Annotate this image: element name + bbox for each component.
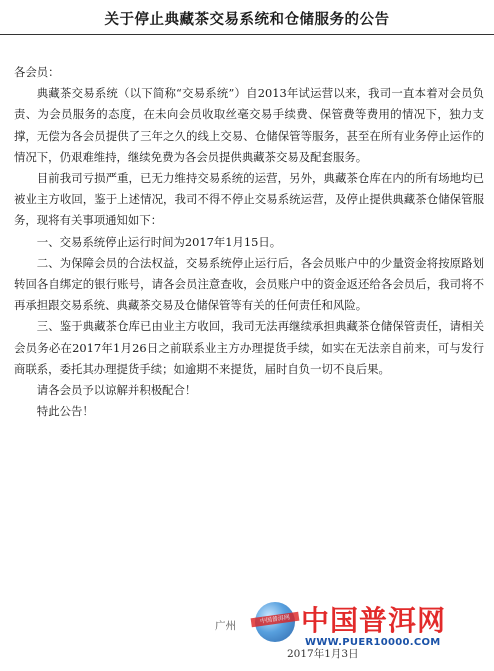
paragraph-item-2: 二、为保障会员的合法权益，交易系统停止运行后，各会员账户中的少量资金将按原路划转回各自绑定的银行账号，请各会员注意查收，会员账户中的资金返还给各会员后，我司将不再承担跟交易系统、典藏茶交易及仓储保管等有关的任何责任和风险。	[14, 255, 484, 313]
watermark	[255, 599, 491, 659]
title-divider	[0, 34, 494, 35]
paragraph-item-3: 三、鉴于典藏茶仓库已由业主方收回，我司无法再继续承担典藏茶仓储保管责任，请相关会员务必在2017年1月26日之前联系业主方办理提货手续，如实在无法亲自前来，可与发行商联系，委托其办理提货手续；如逾期不来提货，届时自负一切不良后果。	[14, 319, 484, 376]
watermark-url: WWW.PUER10000.COM	[305, 637, 441, 648]
paragraph-situation: 目前我司亏损严重，已无力维持交易系统的运营，另外，典藏茶仓库在内的所有场地均已被业主方收回，鉴于上述情况，我司不得不停止交易系统运营，及停止提供典藏茶仓储保管服务，现将有关事项通知如下：	[14, 171, 484, 228]
globe-label: 中国普洱网	[251, 612, 300, 628]
paragraph-closing: 特此公告！	[36, 404, 94, 419]
paragraph-request: 请各会员予以谅解并积极配合！	[36, 383, 197, 398]
document-title: 关于停止典藏茶交易系统和仓储服务的公告	[104, 11, 390, 28]
salutation: 各会员：	[14, 65, 60, 79]
paragraph-intro: 典藏茶交易系统（以下简称“交易系统”）自2013年试运营以来，我司一直本着对会员负责、为会员服务的态度，在未向会员收取丝毫交易手续费、保管费等费用的情况下，独力支撑，无偿为各会员提供了三年之久的线上交易、仓储保管等服务，甚至在所有业务停止运作的情况下，仍艰难维持，继续免费为各会员提供典藏茶交易及配套服务。	[14, 86, 484, 164]
signature-company: 广州	[215, 620, 236, 632]
paragraph-item-1: 一、交易系统停止运行时间为2017年1月15日。	[36, 234, 282, 249]
signature-date: 2017年1月3日	[287, 648, 359, 660]
document-body	[14, 62, 484, 422]
watermark-site-name: 中国普洱网	[301, 604, 447, 637]
